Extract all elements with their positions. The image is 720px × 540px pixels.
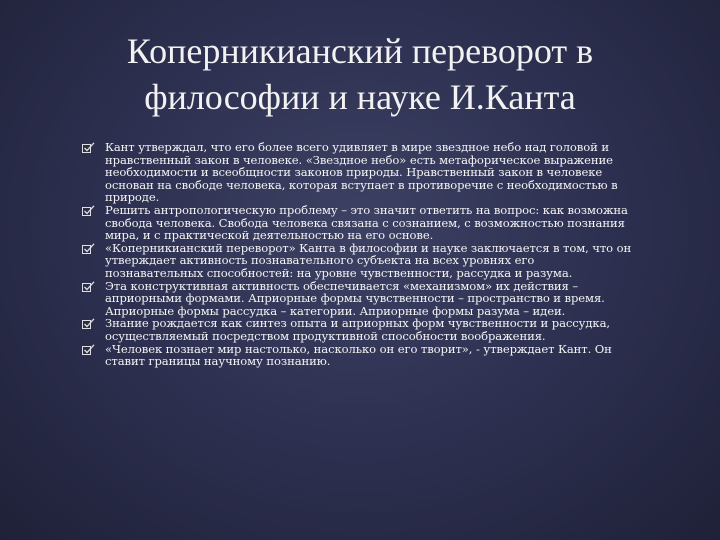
bullet-item [82,280,632,318]
bullet-text: «Коперникианский переворот» Канта в философии и науке заключается в том, что он утверждает активность познавательного субъекта на всех уровнях его познавательных способностей: на уровне чувственности, рассудка и разума. [105,240,632,280]
bullet-item [82,343,632,368]
bullet-text: «Человек познает мир настолько, насколько он его творит», - утверждает Кант. Он ставит границы научному познанию. [105,341,612,369]
check-box-icon [82,318,95,329]
bullet-text: Эта конструктивная активность обеспечивается «механизмом» их действия – априорными формами. Априорные формы чувственности – пространство и время. Априорные формы рассудка – категории. Априорные формы разума – идеи. [105,278,605,318]
slide-title: Коперникианский переворот в философии и науке И.Канта [126,31,594,117]
check-box-icon [82,243,95,254]
bullet-text: Знание рождается как синтез опыта и априорных форм чувственности и рассудка, осуществляемый посредством продуктивной способности воображения. [105,316,610,343]
bullet-item [82,141,632,204]
bullet-item [82,317,632,342]
bullet-text: Решить антропологическую проблему – это значит ответить на вопрос: как возможна свобода человека. Свобода человека связана с сознанием, с возможностью познания мира, и с практической деятельностью на его основе. [105,202,628,243]
check-box-icon [82,281,95,292]
bullet-item [82,204,632,242]
bullet-text: Кант утверждал, что его более всего удивляет в мире звездное небо над головой и нравственный закон в человеке. «Звездное небо» есть метафорическое выражение необходимости и всеобщности законов природы. Нравственный закон в человеке основан на свободе человека, которая вступает в противоречие с необходимостью в природе. [105,140,618,205]
bullet-item [82,242,632,280]
check-box-icon [82,205,95,216]
check-box-icon [82,344,95,355]
check-box-icon [82,142,95,153]
bullet-list [82,141,632,368]
